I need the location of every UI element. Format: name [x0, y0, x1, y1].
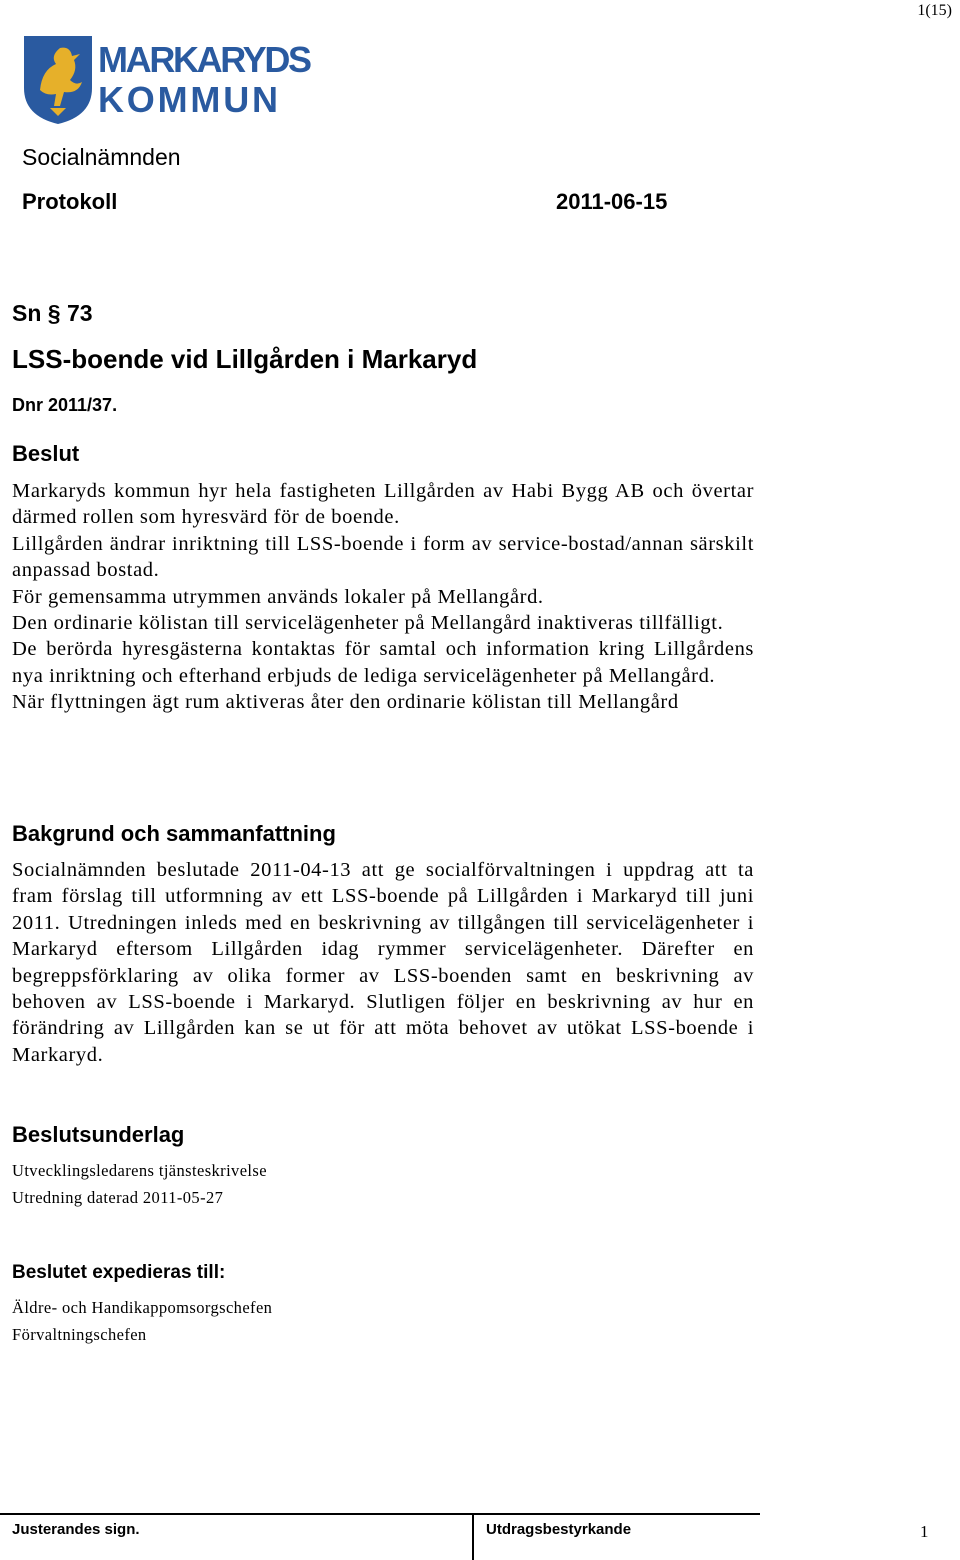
- protocol-date: 2011-06-15: [556, 189, 668, 214]
- beslut-paragraph: Lillgården ändrar inriktning till LSS-boende i form av service-bostad/annan särskilt anpassad bostad.: [12, 532, 754, 582]
- diary-number: Dnr 2011/37.: [12, 395, 118, 415]
- list-item: Utvecklingsledarens tjänsteskrivelse: [12, 1161, 267, 1180]
- beslut-body: [12, 478, 754, 716]
- footer-page-number: 1: [920, 1522, 929, 1541]
- document-type: Protokoll: [22, 189, 118, 214]
- markaryds-kommun-logo: [20, 30, 320, 126]
- section-number: Sn § 73: [12, 300, 93, 326]
- list-item: Förvaltningschefen: [12, 1324, 147, 1344]
- page-label: 1(15): [917, 2, 952, 19]
- logo-shield-icon: [20, 30, 320, 126]
- beslut-paragraph: När flyttningen ägt rum aktiveras åter den ordinarie kölistan till Mellangård: [12, 691, 679, 714]
- beslut-paragraph: Den ordinarie kölistan till servicelägenheter på Mellangård inaktiveras tillfälligt.: [12, 612, 724, 635]
- department-name: Socialnämnden: [22, 144, 181, 170]
- beslut-paragraph: Markaryds kommun hyr hela fastigheten Lillgården av Habi Bygg AB och övertar därmed rollen som hyresvärd för de boende.: [12, 480, 754, 529]
- beslut-paragraph: De berörda hyresgästerna kontaktas för samtal och information kring Lillgårdens nya inriktning och efterhand erbjuds de lediga servicelägenheter på Mellangård.: [12, 638, 754, 687]
- utdragsbestyrkande-label: Utdragsbestyrkande: [486, 1521, 632, 1538]
- svg-text:MARKARYDS: MARKARYDS: [98, 39, 312, 80]
- list-item: Utredning daterad 2011-05-27: [12, 1187, 224, 1207]
- bakgrund-heading: Bakgrund och sammanfattning: [12, 821, 336, 846]
- footer-divider: [0, 1513, 760, 1515]
- section-title: LSS-boende vid Lillgården i Markaryd: [12, 344, 478, 374]
- beslutsunderlag-heading: Beslutsunderlag: [12, 1122, 185, 1147]
- footer-column-divider: [472, 1513, 474, 1560]
- svg-text:KOMMUN: KOMMUN: [98, 79, 278, 120]
- beslut-heading: Beslut: [12, 441, 80, 466]
- list-item: Äldre- och Handikappomsorgschefen: [12, 1298, 273, 1317]
- beslut-paragraph: För gemensamma utrymmen används lokaler på Mellangård.: [12, 585, 544, 608]
- bakgrund-body: [12, 857, 754, 1068]
- expedieras-list: [12, 1295, 272, 1348]
- beslutsunderlag-list: [12, 1158, 267, 1211]
- justerandes-sign-label: Justerandes sign.: [12, 1521, 140, 1538]
- expedieras-heading: Beslutet expedieras till:: [12, 1262, 226, 1283]
- bakgrund-paragraph: Socialnämnden beslutade 2011-04-13 att ge socialförvaltningen i uppdrag att ta fram förslag till utformning av ett LSS-boende på Lillgården i Markaryd till juni 2011. Utredningen inleds med en beskrivning av tillgången till servicelägenheter i Markaryd eftersom Lillgården idag rymmer servicelägenheter. Därefter en begreppsförklaring av olika former av LSS-boenden samt en beskrivning av behoven av LSS-boende i Markaryd. Slutligen följer en beskrivning av hur en förändring av Lillgården kan se ut för att möta behovet av utökat LSS-boende i Markaryd.: [12, 859, 754, 1066]
